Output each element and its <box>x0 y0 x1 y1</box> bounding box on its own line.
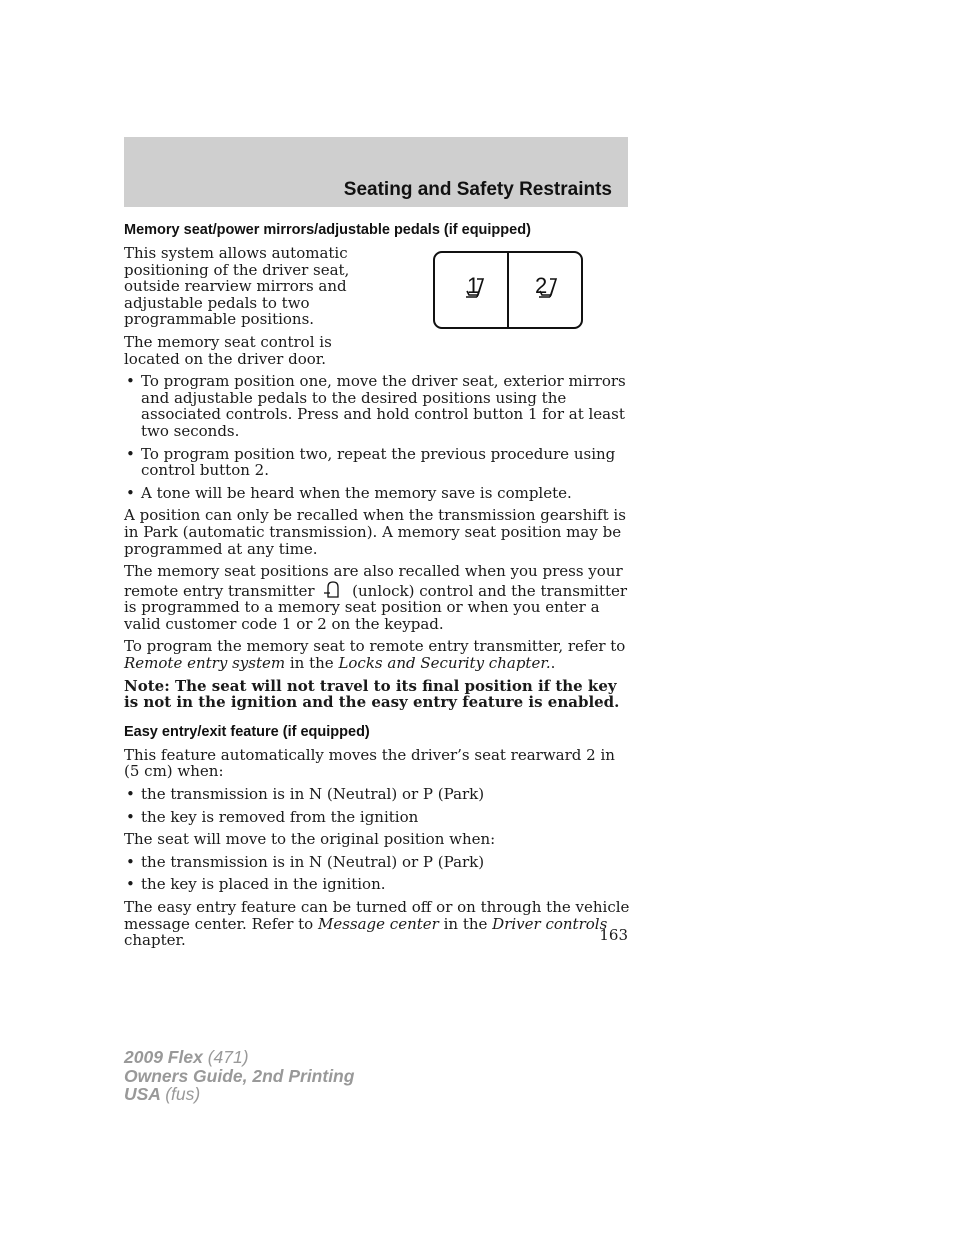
section-header-band <box>124 137 628 207</box>
driver-controls-reference: Driver controls <box>492 914 608 933</box>
recall-park-text: A position can only be recalled when the transmission gearshift is in Park (automatic transmission). A memory seat position may be programmed at any time. <box>124 506 626 558</box>
list-item: • the transmission is in N (Neutral) or P (Park) <box>124 786 630 803</box>
message-part1: The easy entry feature can be turned off or on through the vehicle message center. Refer to <box>124 898 630 933</box>
remote-recall-part1: The memory seat positions are also recalled when you press your remote entry transmitter <box>124 562 623 600</box>
list-item: • A tone will be heard when the memory save is complete. <box>124 485 630 502</box>
memory-location: The memory seat control is located on the driver door. <box>124 332 332 368</box>
message-end: chapter. <box>124 931 186 950</box>
remote-entry-reference: Remote entry system <box>124 654 286 673</box>
easy-entry-intro: This feature automatically moves the driver’s seat rearward 2 in (5 cm) when: <box>124 745 615 781</box>
memory-button-2-label: 2 <box>535 273 548 298</box>
memory-section-heading: Memory seat/power mirrors/adjustable pedals (if equipped) <box>124 222 531 238</box>
list-item: • the key is placed in the ignition. <box>124 876 630 893</box>
remote-recall-text <box>124 563 630 632</box>
easy-entry-heading: Easy entry/exit feature (if equipped) <box>124 723 370 740</box>
locks-security-reference: Locks and Security chapter. <box>338 654 551 673</box>
memory-note: Note: The seat will not travel to its final position if the key is not in the ignition and the easy entry feature is enabled. <box>124 676 620 712</box>
document-footer <box>124 1048 354 1104</box>
message-mid: in the <box>443 914 488 933</box>
list-item: • the key is removed from the ignition <box>124 809 630 826</box>
section-title: Seating and Safety Restraints <box>343 179 612 200</box>
easy-entry-return-list <box>124 854 630 893</box>
easy-entry-when-list <box>124 786 630 825</box>
unlock-icon <box>321 580 343 598</box>
list-item: • To program position one, move the driver seat, exterior mirrors and adjustable pedals to the desired positions using the associated controls. Press and hold control button 1 for at least two seconds. <box>124 373 630 439</box>
list-item: • To program position two, repeat the previous procedure using control button 2. <box>124 446 630 479</box>
page-number: 163 <box>599 926 628 944</box>
footer-line-3 <box>124 1085 354 1104</box>
message-center-reference: Message center <box>317 914 439 933</box>
page-content <box>124 221 630 955</box>
footer-line-1 <box>124 1048 354 1067</box>
footer-line-2: Owners Guide, 2nd Printing <box>124 1065 355 1086</box>
footer-model-code: (471) <box>207 1047 249 1067</box>
program-remote-part1: To program the memory seat to remote entry transmitter, refer to <box>124 637 626 656</box>
easy-entry-return-intro: The seat will move to the original position when: <box>124 830 496 849</box>
footer-market: USA <box>124 1084 161 1104</box>
program-remote-text <box>124 638 630 671</box>
memory-button-1-label: 1 <box>467 273 480 298</box>
program-remote-end: . <box>550 654 556 673</box>
memory-program-list <box>124 373 630 501</box>
program-remote-mid: in the <box>289 654 334 673</box>
footer-model: 2009 Flex <box>124 1047 203 1067</box>
memory-intro: This system allows automatic positioning of the driver seat, outside rearview mirrors and adjustable pedals to two programmable positions. <box>124 244 350 329</box>
remote-recall-part2: (unlock) control and the transmitter is programmed to a memory seat position or when you enter a valid customer code 1 or 2 on the keypad. <box>124 581 628 633</box>
list-item: • the transmission is in N (Neutral) or P (Park) <box>124 854 630 871</box>
message-center-text <box>124 899 630 949</box>
footer-market-code: (fus) <box>165 1084 201 1104</box>
